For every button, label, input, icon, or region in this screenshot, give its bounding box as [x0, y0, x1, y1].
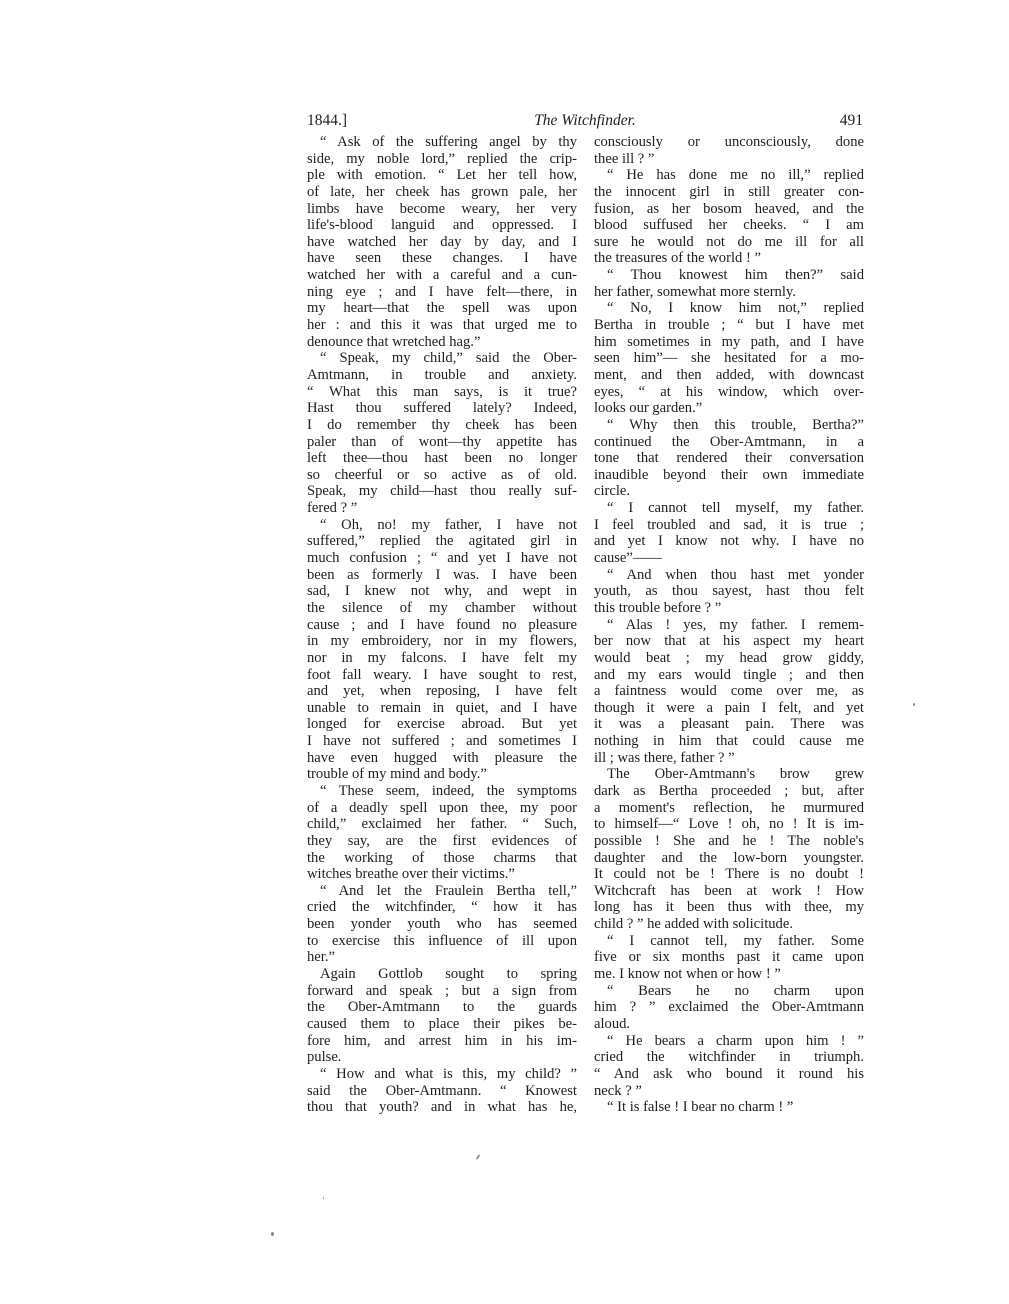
text-line: “ No, I know him not,” replied	[607, 300, 864, 317]
text-line: “ He bears a charm upon him ! ”	[607, 1032, 864, 1049]
text-line: “ What this man says, is it true?	[307, 383, 577, 400]
text-line: “ I cannot tell myself, my father.	[607, 500, 864, 517]
text-line: neck ? ”	[594, 1082, 642, 1099]
text-line: dark as Bertha proceeded ; but, after	[594, 782, 864, 799]
text-line: left thee—thou hast been no longer	[307, 450, 577, 467]
text-line: Speak, my child—hast thou really suf-	[307, 483, 577, 500]
text-line: continued the Ober-Amtmann, in a	[594, 433, 864, 450]
text-line: thee ill ? ”	[594, 150, 655, 167]
header-year: 1844.]	[307, 112, 348, 129]
text-line: Hast thou suffered lately? Indeed,	[307, 400, 577, 417]
right-text-column	[594, 134, 864, 1116]
text-line: youth, as thou sayest, hast thou felt	[594, 583, 864, 600]
text-line: in my embroidery, nor in my flowers,	[307, 633, 577, 650]
text-line: fusion, as her bosom heaved, and the	[594, 200, 864, 217]
text-line: “ Bears he no charm upon	[607, 982, 864, 999]
text-line: the treasures of the world ! ”	[594, 250, 761, 267]
text-line: “ Ask of the suffering angel by thy	[320, 134, 577, 150]
text-line: her.”	[307, 949, 335, 966]
text-line: the Ober-Amtmann to the guards	[307, 999, 577, 1016]
text-line: child,” exclaimed her father. “ Such,	[307, 816, 577, 833]
scan-speck	[913, 703, 915, 706]
text-line: have watched her day by day, and I	[307, 233, 577, 250]
text-line: though it were a pain I felt, and yet	[594, 699, 864, 716]
text-line: sure he would not do me ill for all	[594, 233, 864, 250]
text-line: “ He has done me no ill,” replied	[607, 167, 864, 184]
scan-speck	[271, 1232, 274, 1236]
text-line: long has it been thus with thee, my	[594, 899, 864, 916]
text-line: The Ober-Amtmann's brow grew	[607, 766, 864, 783]
text-line: “ Thou knowest him then?” said	[607, 267, 864, 284]
text-line: me. I know not when or how ! ”	[594, 966, 781, 983]
text-line: fore him, and arrest him in his im-	[307, 1032, 577, 1049]
text-line: and yet, when reposing, I have felt	[307, 683, 577, 700]
text-line: “ And let the Fraulein Bertha tell,”	[320, 882, 577, 899]
text-line: to exercise this influence of ill upon	[307, 932, 577, 949]
text-line: “ It is false ! I bear no charm ! ”	[607, 1099, 794, 1116]
text-line: would beat ; my head grow giddy,	[594, 649, 864, 666]
text-line: circle.	[594, 483, 631, 500]
text-line: the innocent girl in still greater con-	[594, 183, 864, 200]
text-line: “ And ask who bound it round his	[594, 1065, 864, 1082]
text-line: It could not be ! There is no doubt !	[594, 866, 864, 883]
text-line: possible ! She and he ! The noble's	[594, 832, 864, 849]
text-line: child ? ” he added with solicitude.	[594, 916, 793, 933]
text-line: pulse.	[307, 1049, 342, 1066]
scan-speck	[323, 1197, 324, 1199]
text-line: watched her with a careful and a cun-	[307, 267, 577, 284]
text-line: have seen these changes. I have	[307, 250, 577, 267]
text-line: ber now that at his aspect my heart	[594, 633, 864, 650]
text-line: denounce that wretched hag.”	[307, 333, 481, 350]
text-line: Witchcraft has been at work ! How	[594, 882, 864, 899]
header-title: The Witchfinder.	[534, 112, 636, 129]
text-line: been yonder youth who has seemed	[307, 916, 577, 933]
text-line: “ How and what is this, my child? ”	[320, 1065, 577, 1082]
left-text-column	[307, 134, 577, 1116]
text-line: and yet I know not why. I have no	[594, 533, 864, 550]
text-line: they say, are the first evidences of	[307, 832, 577, 849]
text-line: him sometimes in my path, and I have	[594, 333, 864, 350]
text-line: sad, I knew not why, and wept in	[307, 583, 577, 600]
text-line: suffered,” replied the agitated girl in	[307, 533, 577, 550]
text-line: witches breathe over their victims.”	[307, 866, 515, 883]
text-line: so cheerful or so active as of old.	[307, 466, 577, 483]
text-line: nor in my falcons. I have felt my	[307, 649, 577, 666]
text-line: five or six months past it came upon	[594, 949, 864, 966]
text-line: this trouble before ? ”	[594, 599, 722, 616]
text-line: Again Gottlob sought to spring	[320, 966, 577, 983]
text-line: cried the witchfinder, “ how it has	[307, 899, 577, 916]
text-line: him ? ” exclaimed the Ober-Amtmann	[594, 999, 864, 1016]
text-line: of late, her cheek has grown pale, her	[307, 183, 577, 200]
text-line: “ These seem, indeed, the symptoms	[320, 782, 577, 799]
text-line: foot fall weary. I have sought to rest,	[307, 666, 577, 683]
page-number: 491	[839, 112, 863, 129]
text-line: I have not suffered ; and sometimes I	[307, 733, 577, 750]
text-line: “ Alas ! yes, my father. I remem-	[607, 616, 864, 633]
text-line: of a deadly spell upon thee, my poor	[307, 799, 577, 816]
text-line: trouble of my mind and body.”	[307, 766, 487, 783]
text-line: ill ; was there, father ? ”	[594, 749, 735, 766]
text-line: unable to remain in quiet, and I have	[307, 699, 577, 716]
text-line: cried the witchfinder in triumph.	[594, 1049, 864, 1066]
text-line: tone that rendered their conversation	[594, 450, 864, 467]
text-line: looks our garden.”	[594, 400, 703, 417]
text-line: Bertha in trouble ; “ but I have met	[594, 317, 864, 334]
text-line: cause ; and I have found no pleasure	[307, 616, 577, 633]
text-line: “ And when thou hast met yonder	[607, 566, 864, 583]
text-line: life's-blood languid and oppressed. I	[307, 217, 577, 234]
text-line: seen him”— she hesitated for a mo-	[594, 350, 864, 367]
text-line: aloud.	[594, 1015, 631, 1032]
running-header	[307, 111, 863, 131]
text-line: ple with emotion. “ Let her tell how,	[307, 167, 577, 184]
text-line: eyes, “ at his window, which over-	[594, 383, 864, 400]
text-line: caused them to place their pikes be-	[307, 1015, 577, 1032]
text-line: her : and this it was that urged me to	[307, 317, 577, 334]
text-line: “ Speak, my child,” said the Ober-	[320, 350, 577, 367]
text-line: said the Ober-Amtmann. “ Knowest	[307, 1082, 577, 1099]
text-line: it was a pleasant pain. There was	[594, 716, 864, 733]
text-line: fered ? ”	[307, 500, 358, 517]
text-line: a faintness would come over me, as	[594, 683, 864, 700]
text-line: forward and speak ; but a sign from	[307, 982, 577, 999]
text-line: cause”——	[594, 550, 663, 567]
text-line: her father, somewhat more sternly.	[594, 283, 796, 300]
text-line: my heart—that the spell was upon	[307, 300, 577, 317]
text-line: the working of those charms that	[307, 849, 577, 866]
text-line: daughter and the low-born youngster.	[594, 849, 864, 866]
text-line: been as formerly I was. I have been	[307, 566, 577, 583]
text-line: Amtmann, in trouble and anxiety.	[307, 366, 577, 383]
text-line: and my ears would tingle ; and then	[594, 666, 864, 683]
scan-speck	[475, 1154, 480, 1160]
text-line: consciously or unconsciously, done	[594, 134, 864, 150]
text-line: have even hugged with pleasure the	[307, 749, 577, 766]
text-line: “ Oh, no! my father, I have not	[320, 516, 577, 533]
text-line: a moment's reflection, he murmured	[594, 799, 864, 816]
text-line: nothing in him that could cause me	[594, 733, 864, 750]
text-line: side, my noble lord,” replied the crip-	[307, 150, 577, 167]
text-line: blood suffused her cheeks. “ I am	[594, 217, 864, 234]
text-line: to himself—“ Love ! oh, no ! It is im-	[594, 816, 864, 833]
text-line: the silence of my chamber without	[307, 599, 577, 616]
text-line: I do remember thy cheek has been	[307, 416, 577, 433]
text-line: ment, and then added, with downcast	[594, 366, 864, 383]
text-line: limbs have become weary, her very	[307, 200, 577, 217]
text-line: ning eye ; and I have felt—there, in	[307, 283, 577, 300]
text-line: inaudible beyond their own immediate	[594, 466, 864, 483]
text-line: paler than of wont—thy appetite has	[307, 433, 577, 450]
text-line: I feel troubled and sad, it is true ;	[594, 516, 864, 533]
text-line: “ I cannot tell, my father. Some	[607, 932, 864, 949]
text-line: much confusion ; “ and yet I have not	[307, 550, 577, 567]
text-line: longed for exercise abroad. But yet	[307, 716, 577, 733]
text-line: thou that youth? and in what has he,	[307, 1099, 577, 1116]
text-line: “ Why then this trouble, Bertha?”	[607, 416, 864, 433]
